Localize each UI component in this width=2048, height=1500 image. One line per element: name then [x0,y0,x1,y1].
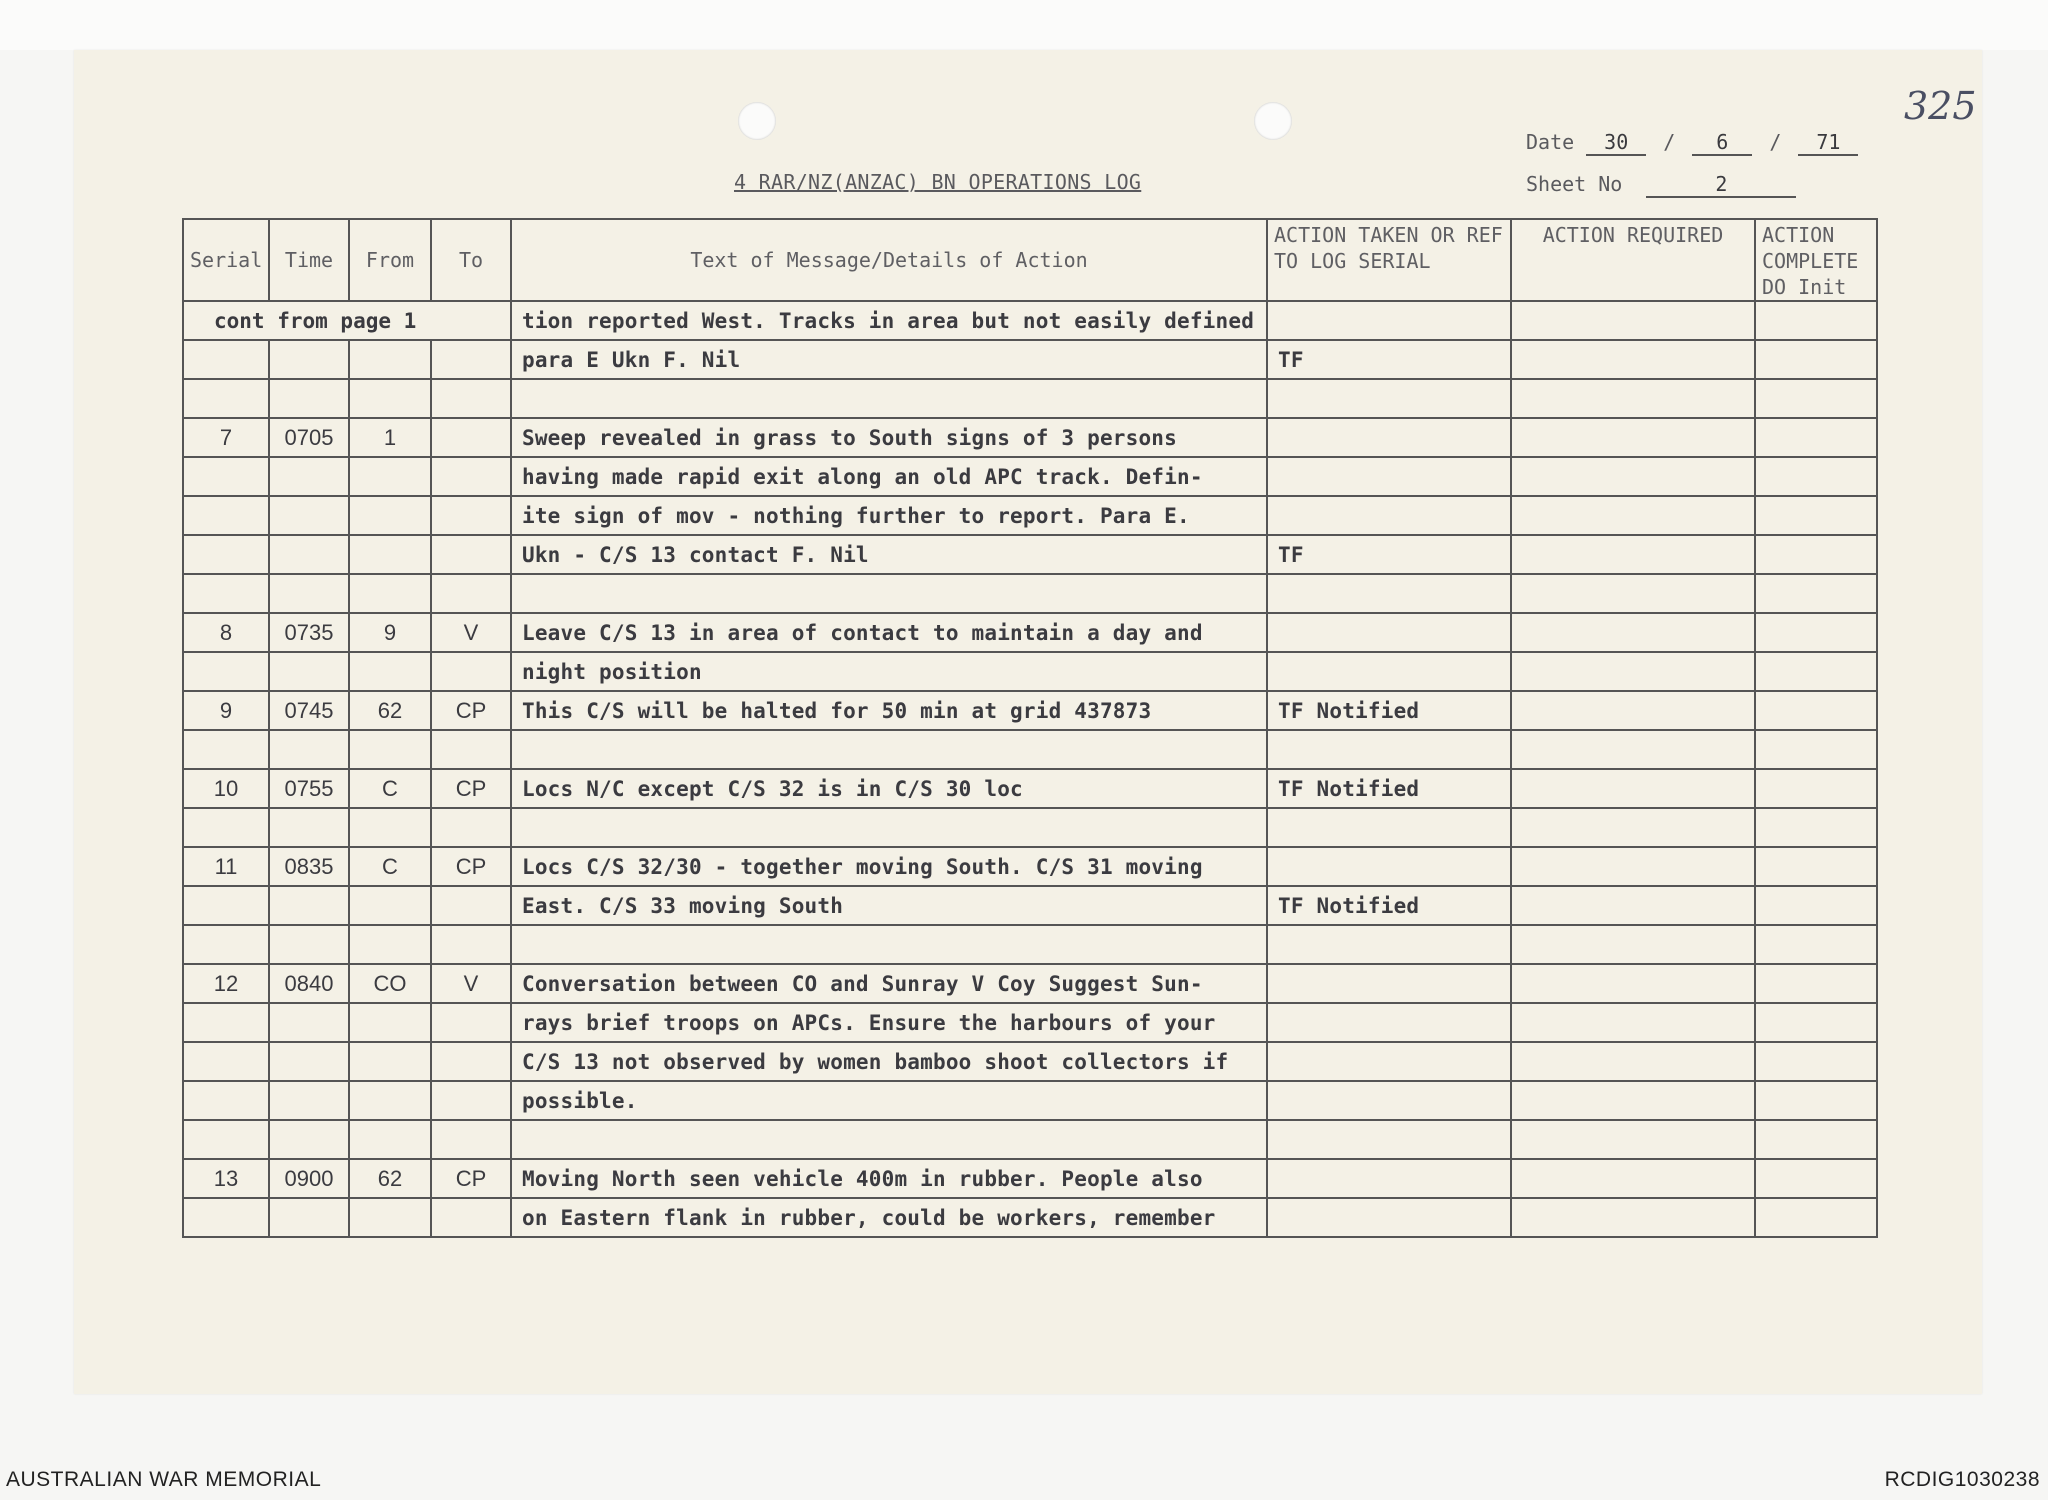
cell-action-required [1511,1198,1755,1237]
cell-message-text: This C/S will be halted for 50 min at grid 437873 [511,691,1267,730]
cell-from [349,652,431,691]
cell-serial [183,886,269,925]
cell-serial [183,925,269,964]
sheet-no-field [1526,172,1796,198]
table-row [183,1120,1877,1159]
cell-message-text: East. C/S 33 moving South [511,886,1267,925]
cell-to [431,457,511,496]
cell-action-taken [1267,1003,1511,1042]
table-body [183,301,1877,1237]
cell-from [349,1081,431,1120]
cell-action-required [1511,535,1755,574]
col-from: From [349,219,431,301]
cell-to [431,496,511,535]
sheet-no-label: Sheet No [1526,172,1623,196]
cell-from [349,340,431,379]
col-text: Text of Message/Details of Action [511,219,1267,301]
cell-from: C [349,769,431,808]
cell-message-text: para E Ukn F. Nil [511,340,1267,379]
cell-action-required [1511,496,1755,535]
cell-from: 1 [349,418,431,457]
cell-action-taken [1267,652,1511,691]
cell-action-required [1511,457,1755,496]
cell-message-text: Ukn - C/S 13 contact F. Nil [511,535,1267,574]
cell-time: 0735 [269,613,349,652]
log-title: 4 RAR/NZ(ANZAC) BN OPERATIONS LOG [734,170,1142,194]
cell-from [349,1003,431,1042]
cell-action-required [1511,340,1755,379]
cell-action-taken: TF [1267,340,1511,379]
cell-time: 0900 [269,1159,349,1198]
cell-action-taken [1267,808,1511,847]
cell-message-text: on Eastern flank in rubber, could be workers, remember [511,1198,1267,1237]
cell-message-text: Leave C/S 13 in area of contact to maintain a day and [511,613,1267,652]
cell-action-taken [1267,1159,1511,1198]
cell-from: 62 [349,691,431,730]
cell-from [349,535,431,574]
cell-time: 0840 [269,964,349,1003]
cell-to: CP [431,1159,511,1198]
cell-to: CP [431,847,511,886]
cell-action-taken [1267,1042,1511,1081]
cell-from [349,886,431,925]
cell-from [349,1198,431,1237]
cell-message-text: C/S 13 not observed by women bamboo shoot collectors if [511,1042,1267,1081]
table-row [183,1081,1877,1120]
operations-log-sheet [74,50,1982,1394]
cell-action-required [1511,1042,1755,1081]
table-row [183,301,1877,340]
date-label: Date [1526,130,1575,154]
cell-action-complete [1755,574,1877,613]
date-day: 30 [1586,130,1646,156]
cell-action-required [1511,418,1755,457]
cell-action-complete [1755,1003,1877,1042]
cell-to: V [431,964,511,1003]
cell-action-required [1511,379,1755,418]
cell-message-text: Conversation between CO and Sunray V Coy Suggest Sun- [511,964,1267,1003]
table-row [183,1198,1877,1237]
cell-from [349,808,431,847]
cell-action-complete [1755,886,1877,925]
cell-action-complete [1755,1042,1877,1081]
cell-action-complete [1755,379,1877,418]
cell-from [349,457,431,496]
cell-serial [183,340,269,379]
cell-action-taken [1267,964,1511,1003]
cell-action-complete [1755,925,1877,964]
cell-from [349,1120,431,1159]
cell-to [431,340,511,379]
cell-message-text: tion reported West. Tracks in area but not easily defined [511,301,1267,340]
footer-reference: RCDIG1030238 [1884,1468,2040,1491]
cell-action-required [1511,652,1755,691]
cell-action-required [1511,1003,1755,1042]
cell-to [431,730,511,769]
cell-action-taken: TF Notified [1267,886,1511,925]
cell-serial [183,535,269,574]
cell-to [431,1081,511,1120]
cell-action-required [1511,691,1755,730]
cell-to: CP [431,691,511,730]
cell-action-complete [1755,769,1877,808]
cell-action-taken [1267,1120,1511,1159]
cell-to [431,574,511,613]
cell-time: 0745 [269,691,349,730]
table-row [183,652,1877,691]
cell-to [431,1120,511,1159]
table-row [183,964,1877,1003]
cell-action-taken: TF Notified [1267,769,1511,808]
cell-action-taken: TF [1267,535,1511,574]
table-row [183,1042,1877,1081]
cell-action-complete [1755,418,1877,457]
cell-action-required [1511,808,1755,847]
cell-action-complete [1755,1159,1877,1198]
cell-serial: 10 [183,769,269,808]
cell-to [431,886,511,925]
cell-to [431,418,511,457]
cell-action-taken [1267,457,1511,496]
cell-action-required [1511,886,1755,925]
cell-time [269,496,349,535]
cell-serial: 7 [183,418,269,457]
cell-action-taken [1267,418,1511,457]
cell-time [269,925,349,964]
cell-from: CO [349,964,431,1003]
col-to: To [431,219,511,301]
cell-to [431,535,511,574]
date-month: 6 [1692,130,1752,156]
cell-serial [183,1081,269,1120]
cell-to [431,925,511,964]
cell-action-taken [1267,730,1511,769]
cell-message-text: Locs N/C except C/S 32 is in C/S 30 loc [511,769,1267,808]
cell-action-taken [1267,847,1511,886]
cell-from [349,379,431,418]
cell-time [269,340,349,379]
cell-action-taken [1267,379,1511,418]
cell-action-taken [1267,301,1511,340]
table-row [183,457,1877,496]
table-row [183,808,1877,847]
cell-to [431,379,511,418]
cell-message-text: Sweep revealed in grass to South signs of 3 persons [511,418,1267,457]
table-row [183,691,1877,730]
cell-time [269,1003,349,1042]
cell-time [269,652,349,691]
cell-action-complete [1755,301,1877,340]
cell-serial: 11 [183,847,269,886]
cell-action-complete [1755,496,1877,535]
cell-message-text: possible. [511,1081,1267,1120]
date-year: 71 [1798,130,1858,156]
cell-action-complete [1755,340,1877,379]
cell-from [349,574,431,613]
table-header-row [183,219,1877,301]
cell-time [269,535,349,574]
cell-action-complete [1755,691,1877,730]
cell-time [269,457,349,496]
cell-action-required [1511,1120,1755,1159]
cell-serial: 12 [183,964,269,1003]
cell-serial [183,808,269,847]
cell-from [349,925,431,964]
top-margin [0,0,2048,50]
table-row [183,340,1877,379]
cell-action-required [1511,730,1755,769]
cell-message-text: Moving North seen vehicle 400m in rubber. People also [511,1159,1267,1198]
operations-log-table [182,218,1878,1238]
cell-action-complete [1755,964,1877,1003]
cell-time [269,1081,349,1120]
footer-source: AUSTRALIAN WAR MEMORIAL [6,1468,322,1491]
cell-message-text [511,808,1267,847]
cell-action-taken [1267,925,1511,964]
cell-time [269,730,349,769]
cell-time [269,808,349,847]
cell-time [269,1042,349,1081]
cell-action-required [1511,925,1755,964]
cell-message-text [511,379,1267,418]
cell-action-complete [1755,457,1877,496]
cell-message-text [511,925,1267,964]
handwritten-page-number: 325 [1904,84,1977,128]
cell-action-complete [1755,1198,1877,1237]
table-row [183,418,1877,457]
table-row [183,496,1877,535]
cell-to: V [431,613,511,652]
cell-action-required [1511,574,1755,613]
cell-to [431,1042,511,1081]
cell-time [269,886,349,925]
cell-serial: 13 [183,1159,269,1198]
cell-from: C [349,847,431,886]
cell-serial [183,379,269,418]
cell-action-required [1511,847,1755,886]
table-row [183,730,1877,769]
table-row [183,1159,1877,1198]
cell-time: 0835 [269,847,349,886]
cell-action-required [1511,1081,1755,1120]
cell-serial [183,730,269,769]
cell-action-taken [1267,496,1511,535]
cell-action-complete [1755,808,1877,847]
col-action-taken: ACTION TAKEN OR REF TO LOG SERIAL [1267,219,1511,301]
cell-action-required [1511,769,1755,808]
cell-serial [183,496,269,535]
cell-message-text: night position [511,652,1267,691]
cell-serial: 8 [183,613,269,652]
cell-action-complete [1755,1081,1877,1120]
cell-serial [183,1042,269,1081]
cell-serial: 9 [183,691,269,730]
cell-action-complete [1755,613,1877,652]
cell-time [269,574,349,613]
cell-action-taken [1267,613,1511,652]
cell-from: 62 [349,1159,431,1198]
cell-action-taken [1267,1081,1511,1120]
cell-message-text [511,574,1267,613]
cell-from [349,730,431,769]
cell-to [431,808,511,847]
table-row [183,769,1877,808]
col-serial: Serial [183,219,269,301]
cell-to [431,1198,511,1237]
cell-time [269,379,349,418]
cell-serial [183,457,269,496]
cell-from [349,496,431,535]
cell-action-taken [1267,1198,1511,1237]
cell-to [431,1003,511,1042]
cell-message-text [511,1120,1267,1159]
cell-action-taken [1267,574,1511,613]
cell-message-text [511,730,1267,769]
cell-serial [183,1003,269,1042]
cell-to: CP [431,769,511,808]
continuation-note: cont from page 1 [183,301,511,340]
cell-message-text: having made rapid exit along an old APC track. Defin- [511,457,1267,496]
col-action-complete: ACTION COMPLETE DO Init [1755,219,1877,301]
cell-action-complete [1755,730,1877,769]
cell-to [431,652,511,691]
table-row [183,886,1877,925]
table-row [183,847,1877,886]
cell-action-required [1511,301,1755,340]
cell-serial [183,652,269,691]
cell-message-text: ite sign of mov - nothing further to report. Para E. [511,496,1267,535]
cell-action-required [1511,1159,1755,1198]
cell-time [269,1120,349,1159]
cell-time: 0755 [269,769,349,808]
cell-time: 0705 [269,418,349,457]
cell-action-complete [1755,535,1877,574]
cell-action-required [1511,964,1755,1003]
col-time: Time [269,219,349,301]
table-row [183,613,1877,652]
sheet-no-value: 2 [1646,172,1796,198]
table-row [183,925,1877,964]
date-field: Date 30 / 6 / 71 [1526,130,1858,156]
cell-from [349,1042,431,1081]
cell-serial [183,1198,269,1237]
cell-message-text: rays brief troops on APCs. Ensure the harbours of your [511,1003,1267,1042]
punch-hole-left [738,102,776,140]
cell-serial [183,1120,269,1159]
table-row [183,574,1877,613]
cell-serial [183,574,269,613]
cell-action-complete [1755,1120,1877,1159]
cell-action-complete [1755,847,1877,886]
col-action-required: ACTION REQUIRED [1511,219,1755,301]
table-row [183,1003,1877,1042]
cell-action-complete [1755,652,1877,691]
table-row [183,379,1877,418]
cell-message-text: Locs C/S 32/30 - together moving South. C/S 31 moving [511,847,1267,886]
table-row [183,535,1877,574]
punch-hole-right [1254,102,1292,140]
cell-from: 9 [349,613,431,652]
cell-action-required [1511,613,1755,652]
cell-action-taken: TF Notified [1267,691,1511,730]
cell-time [269,1198,349,1237]
